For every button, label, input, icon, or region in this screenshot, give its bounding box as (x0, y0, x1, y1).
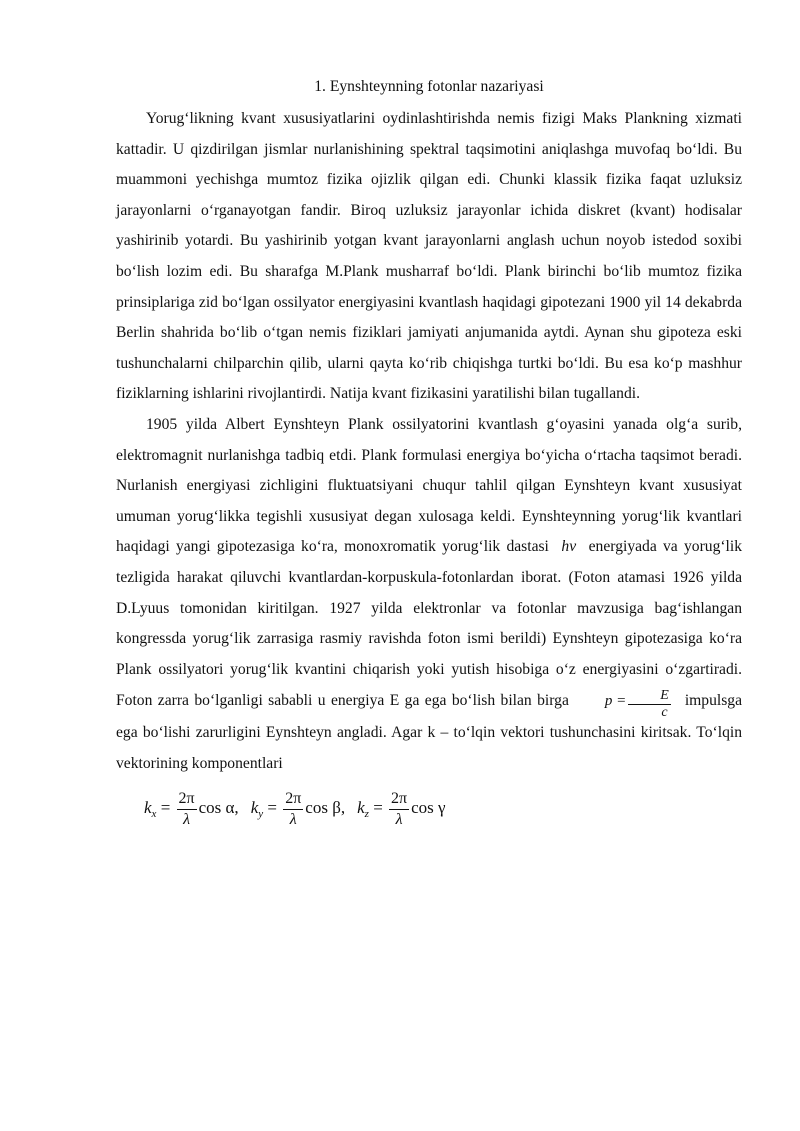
paragraph-1: Yorug‘likning kvant xususiyatlarini oydinlashtirishda nemis fizigi Maks Plankning xizmati kattadir. U qizdirilgan jismlar nurlanishining spektral taqsimotini aniqlashga muvofaq bo‘ldi. Bu muammoni yechishga mumtoz fizika ojizlik qilgan edi. Chunki klassik fizika faqat uzluksiz jarayonlarni o‘rganayotgan fandir. Biroq uzluksiz jarayonlar ichida diskret (kvant) hodisalar yashirinib yotardi. Bu yashirinib yotgan kvant jarayonlarni anglash uchun noyob istedod soxibi bo‘lish lozim edi. Bu sharafga M.Plank musharraf bo‘ldi. Plank birinchi bo‘lib mumtoz fizika prinsiplariga zid bo‘lgan ossilyator energiyasini kvantlash haqidagi gipotezani 1900 yil 14 dekabrda Berlin shahrida bo‘lib o‘tgan nemis fiziklari jamiyati anjumanida aytdi. Aynan shu gipoteza eski tushunchalarni chilparchin qilib, ularni qayta ko‘rib chiqishga turtki bo‘ldi. Bu esa ko‘p mashhur fiziklarning ishlarini rivojlantirdi. Natija kvant fizikasini yaratilishi bilan tugallandi. (116, 110, 742, 403)
subscript-x: x (151, 807, 157, 820)
fraction-denominator: λ (395, 811, 403, 829)
cos-alpha: cos α, (198, 797, 239, 817)
impulse-numerator: E (628, 688, 671, 705)
k-symbol: k (357, 797, 365, 817)
document-page (116, 72, 742, 828)
wave-vector-equations (144, 787, 742, 828)
impulse-fraction (628, 688, 671, 721)
equals-sign: = (263, 797, 282, 817)
paragraph-2-part-b: energiyada va yorug‘lik tezligida harakat qiluvchi kvantlardan-korpuskula-fotonlardan iborat. (Foton atamasi 1926 yilda D.Lyuus tomonidan kiritilgan. 1927 yilda elektronlar va fotonlar mavzusiga bag‘ishlangan kongressda yorug‘lik zarrasiga rasmiy ravishda foton ismi berildi) Eynshteyn gipotezasiga ko‘ra Plank ossilyatori yorug‘lik kvantini chiqarish yoki yutish hisobiga o‘z energiyasini o‘zgartiradi. Foton zarra bo‘lganligi sababli u energiya E ga ega bo‘lish bilan birga (116, 538, 743, 710)
ky-equation (251, 787, 345, 828)
fraction-numerator: 2π (177, 789, 197, 810)
cos-gamma: cos γ (411, 797, 446, 817)
fraction-2pi-lambda (177, 789, 197, 830)
equals-sign: = (368, 797, 388, 817)
equals-sign: = (156, 797, 175, 817)
impulse-formula (575, 685, 673, 721)
subscript-z: z (364, 807, 369, 820)
section-title: 1. Eynshteynning fotonlar nazariyasi (314, 78, 544, 95)
subscript-y: y (258, 807, 264, 820)
kx-equation (144, 787, 239, 828)
k-symbol: k (144, 797, 152, 817)
fraction-denominator: λ (183, 811, 191, 829)
paragraph-2-part-a: 1905 yilda Albert Eynshteyn Plank ossilyatorini kvantlash g‘oyasini yanada olg‘a surib, elektromagnit nurlanishga tadbiq etdi. Plank formulasi energiya bo‘yicha o‘rtacha taqsimot beradi. Nurlanish energiyasi zichligini fluktuatsiyani chuqur tahlil qilgan Eynshteyn kvant xususiyat umuman yorug‘likka tegishli xususiyat degan xulosaga keldi. Eynshteynning yorug‘lik kvantlari haqidagi yangi gipotezasiga ko‘ra, monoxromatik yorug‘lik dastasi (116, 415, 742, 556)
kz-equation (357, 787, 445, 828)
fraction-denominator: λ (289, 811, 297, 829)
fraction-2pi-lambda (389, 789, 409, 830)
fraction-numerator: 2π (389, 789, 409, 810)
impulse-denominator: c (661, 705, 668, 721)
fraction-2pi-lambda (283, 789, 303, 830)
paragraph-2 (116, 410, 742, 780)
fraction-numerator: 2π (283, 789, 303, 810)
k-symbol: k (250, 797, 259, 817)
paragraph-2-part-c: impulsga ega bo‘lishi zarurligini Eynshteyn angladi. Agar k – to‘lqin vektori tushunchasini kiritsak. To‘lqin vektorining komponentlari (116, 692, 742, 772)
h-nu-symbol: hν (561, 538, 577, 556)
cos-beta: cos β, (305, 797, 346, 817)
impulse-lhs: p = (604, 693, 627, 710)
